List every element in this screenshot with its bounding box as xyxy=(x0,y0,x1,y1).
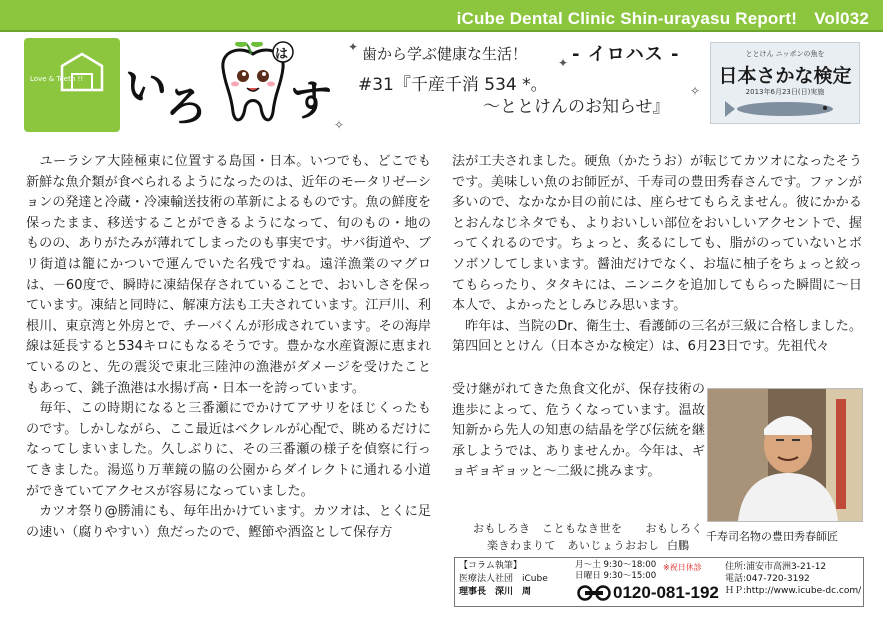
hours-sunday: 日曜日 9:30～15:00 xyxy=(575,571,657,581)
series-name: - イロハス - xyxy=(572,44,680,65)
sakana-kentei-poster xyxy=(710,42,860,124)
holiday-notice: ※祝日休診 xyxy=(663,563,702,572)
poem-line: おもしろき こともなき世を おもしろく xyxy=(473,522,703,535)
article-right-column xyxy=(452,152,862,358)
poster-title: 日本さかな検定 xyxy=(718,65,852,87)
photo-caption: 千寿司名物の豊田秀春師匠 xyxy=(706,530,838,543)
clinic-address: 住所:浦安市高洲3-21-12 xyxy=(725,562,827,572)
iroha-char-su: す xyxy=(290,76,333,125)
hours-weekday: 月～土 9:30～18:00 xyxy=(575,560,657,570)
article-paragraph: カツオ祭り@勝浦にも、毎年出かけています。カツオは、とくに足の速い（腐りやすい）魚だったので、鰹節や酒盗として保存方 xyxy=(26,504,431,540)
article-title-line1: #31『千産千消 534 *。 xyxy=(358,75,548,95)
sparkle-icon: ✧ xyxy=(690,84,701,98)
sushi-chef-photo xyxy=(707,388,863,522)
clinic-info-box xyxy=(454,557,864,607)
iroha-char-ro: ろ xyxy=(165,82,208,131)
freedial-icon xyxy=(576,585,612,601)
iroha-char-ha: は xyxy=(275,47,289,62)
iroha-title xyxy=(125,40,333,131)
clinic-tel[interactable]: 電話:047-720-3192 xyxy=(725,574,810,584)
sparkle-icon: ✦ xyxy=(558,56,569,70)
house-icon xyxy=(58,52,106,92)
iroha-char-i: い xyxy=(125,62,168,111)
poem-author: 白鵬 xyxy=(667,539,689,552)
poster-date: 2013年6月23日(日)実施 xyxy=(745,88,825,96)
poster-top-text: ととけん ニッポンの魚を xyxy=(745,50,825,58)
freedial-number[interactable]: 0120-081-192 xyxy=(613,583,719,602)
clinic-contact xyxy=(725,561,861,597)
header-tagline: 歯から学ぶ健康な生活！ xyxy=(362,45,528,63)
banner-title: iCube Dental Clinic Shin-urayasu Report! Vol032 xyxy=(456,9,869,28)
article-right-narrow xyxy=(452,380,705,483)
sparkle-icon: ✧ xyxy=(334,118,345,132)
article-paragraph: 法が工夫されました。硬魚（かたうお）が転じてカツオになったそうです。美味しい魚のお師匠が、千寿司の豊田秀春さんです。ファンが多いので、なかなか目の前には、座らせてもらえません。彼にかかるとおんなじネタでも、よりおいしい部位をおいしいアクセントで、握ってくれるのです。ちょっと、炙るにしても、脂がのっていないとボソボソしてしまいます。醤油だけでなく、お塩に柚子をちょっと絞ってもらったり、タタキには、ニンニクを追加してもらった瞬間に～日本人で、よかったとしみじみ思います。 xyxy=(452,154,862,314)
column-author-block xyxy=(459,560,571,599)
chef-portrait-icon xyxy=(708,389,862,521)
report-banner xyxy=(0,0,883,32)
article-title-line2: ～ととけんのお知らせ』 xyxy=(483,97,670,117)
clinic-organization: 医療法人社団 iCube xyxy=(459,574,548,584)
article-paragraph: 昨年は、当院のDr、衛生士、看護師の三名が三級に合格しました。第四回ととけん（日本さかな検定）は、6月23日です。先祖代々 xyxy=(452,318,862,355)
poem-line: 楽きわまりて あいじょうおおし xyxy=(487,539,660,552)
article-paragraph: 毎年、この時期になると三番瀬にでかけてアサリをほじくったものです。しかしながら、ここ最近はベクレルが心配で、眺めるだけになってしまいました。久しぶりに、その三番瀬の様子を偵察に行ってきました。湯巡り万華鏡の脇の公園からダイレクトに通れる小道ができていてアクセスが容易になっていました。 xyxy=(26,401,431,499)
opening-hours xyxy=(575,560,656,582)
article-left-column xyxy=(26,152,431,543)
clinic-homepage-link[interactable]: ＨＰ:http://www.icube-dc.com/ xyxy=(725,586,862,596)
logo-tagline: Love & Teeth !! xyxy=(30,75,84,83)
column-label: 【コラム執筆】 xyxy=(459,561,522,571)
director-name: 理事長 深川 周 xyxy=(459,587,532,597)
fish-icon xyxy=(725,99,845,119)
article-paragraph: ユーラシア大陸極東に位置する島国・日本。いつでも、どこでも新鮮な魚介類が食べられるようになったのは、近年のモータリゼーションの発達と冷蔵・冷凍輸送技術の革新によるものです。魚の鮮度を保ったまま、移送することができるようになって、旬のもの・地のものの、ありがたみが薄れてしまったのも事実です。サバ街道や、ブリ街道は籠にかついで運んでいた名残ですね。遠洋漁業のマグロは、－60度で、瞬時に凍結保存されていることで、おいしさを保っています。凍結と同時に、解凍方法も工夫されています。江戸川、利根川、東京湾と外房とで、チーバくんが形成されています。その海岸線は延長すると534キロにもなるそうです。豊かな水産資源に恵まれているのと、先の震災で東北三陸沖の漁港がダメージを受けたこともあって、銚子漁港は水揚げ高・日本一を誇っています。 xyxy=(26,154,431,396)
sparkle-icon: ✦ xyxy=(348,40,359,54)
article-paragraph: 受け継がれてきた魚食文化が、保存技術の進歩によって、危うくなっています。温故知新から先人の知恵の結晶を学び伝統を継承しようでは、ありませんか。今年は、ギョギョギョッと～二級に挑みます。 xyxy=(452,382,705,480)
